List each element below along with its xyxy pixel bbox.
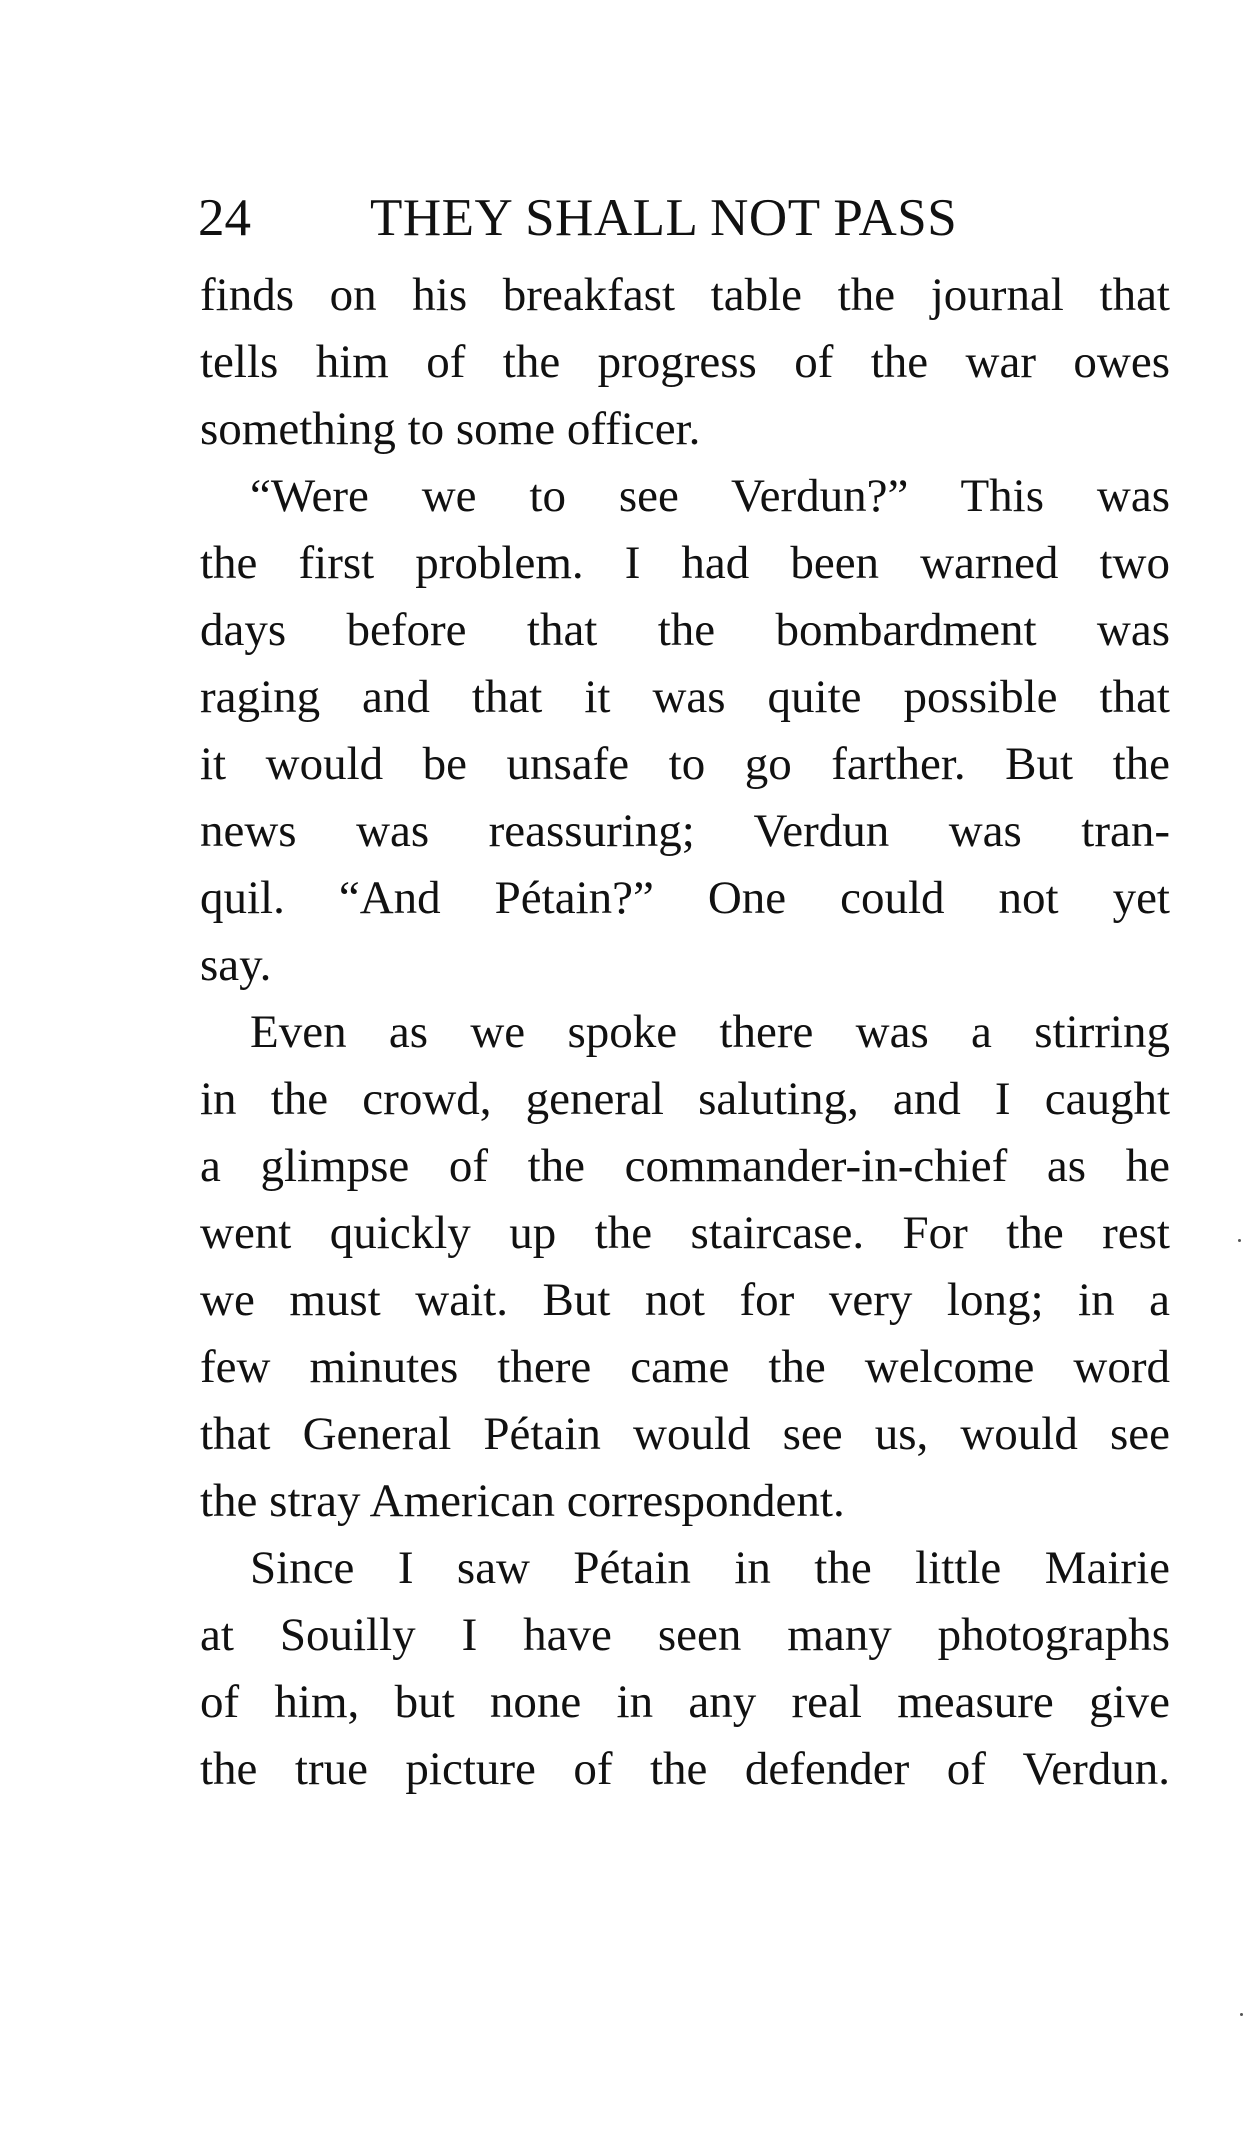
paragraph-3: [200, 999, 1170, 1535]
text-line: a glimpse of the commander-in-chief as he: [200, 1140, 1170, 1192]
text-line: Since I saw Pétain in the little Mairie: [250, 1542, 1170, 1594]
running-head: [198, 183, 1168, 253]
scan-speck: [1238, 1239, 1241, 1242]
paragraph-2: [200, 463, 1170, 999]
running-title: THEY SHALL NOT PASS: [370, 189, 958, 247]
paragraph-4: [200, 1535, 1170, 1803]
text-line: the stray American correspondent.: [200, 1475, 845, 1527]
scan-speck: [1240, 2013, 1243, 2016]
text-line: Even as we spoke there was a stirring: [250, 1006, 1170, 1058]
text-line: news was reassuring; Verdun was tran-: [200, 805, 1170, 857]
text-line: the true picture of the defender of Verdun.: [200, 1743, 1170, 1795]
text-line: days before that the bombardment was: [200, 604, 1170, 656]
text-line: few minutes there came the welcome word: [200, 1341, 1170, 1393]
text-line: finds on his breakfast table the journal that: [200, 269, 1170, 321]
paragraph-1: [200, 262, 1170, 463]
text-line: in the crowd, general saluting, and I caught: [200, 1073, 1170, 1125]
text-line: it would be unsafe to go farther. But the: [200, 738, 1170, 790]
text-line: that General Pétain would see us, would see: [200, 1408, 1170, 1460]
text-line: something to some officer.: [200, 403, 701, 455]
text-line: “Were we to see Verdun?” This was: [250, 470, 1170, 522]
text-line: raging and that it was quite possible that: [200, 671, 1170, 723]
text-line: at Souilly I have seen many photographs: [200, 1609, 1170, 1661]
text-line: the first problem. I had been warned two: [200, 537, 1170, 589]
text-line: went quickly up the staircase. For the rest: [200, 1207, 1170, 1259]
text-line: tells him of the progress of the war owes: [200, 336, 1170, 388]
text-line: we must wait. But not for very long; in a: [200, 1274, 1170, 1326]
text-line: of him, but none in any real measure give: [200, 1676, 1170, 1728]
text-line: quil. “And Pétain?” One could not yet: [200, 872, 1170, 924]
page-number: 24: [198, 189, 251, 247]
text-line: say.: [200, 939, 272, 991]
body-text: [200, 262, 1170, 1803]
